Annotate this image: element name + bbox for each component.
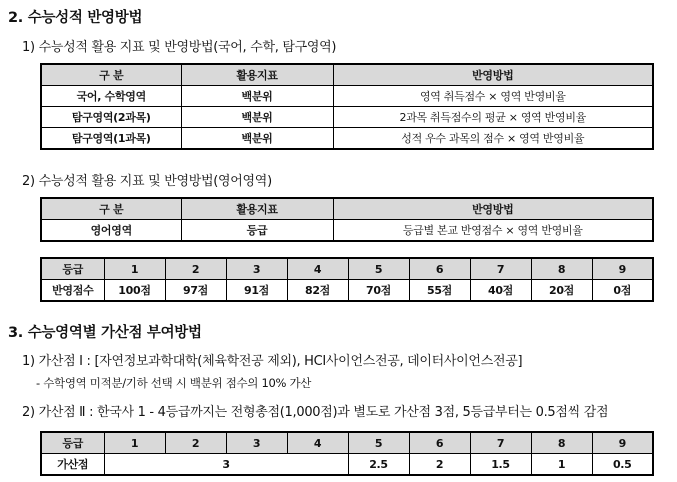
- row-indicator: 등급: [181, 220, 333, 242]
- history-grade-table: [40, 431, 654, 476]
- row-label: 영어영역: [41, 220, 181, 242]
- score-cell: 20점: [531, 280, 592, 302]
- row-method: 성적 우수 과목의 점수 × 영역 반영비율: [333, 128, 653, 150]
- score-cell: 97점: [165, 280, 226, 302]
- score-cell: 91점: [226, 280, 287, 302]
- table-row: [41, 280, 653, 302]
- score-cell: 0점: [592, 280, 653, 302]
- score-cell: 100점: [104, 280, 165, 302]
- row-indicator: 백분위: [181, 128, 333, 150]
- grade-header: 9: [592, 258, 653, 280]
- section-3-2-title: 2) 가산점 Ⅱ : 한국사 1 - 4등급까지는 전형총점(1,000점)과 별도로 가산점 3점, 5등급부터는 0.5점씩 감점: [22, 405, 609, 420]
- indicator-table-1: [40, 63, 654, 150]
- header-method: 반영방법: [333, 198, 653, 220]
- grade-header: 1: [104, 432, 165, 454]
- score-cell: 82점: [287, 280, 348, 302]
- bonus-cell: 1.5: [470, 454, 531, 476]
- section-2-title: 2. 수능성적 반영방법: [8, 10, 143, 26]
- grade-header-label: 등급: [41, 432, 104, 454]
- header-method: 반영방법: [333, 64, 653, 86]
- table-row: [41, 86, 653, 107]
- row-label: 국어, 수학영역: [41, 86, 181, 107]
- score-row-label: 반영점수: [41, 280, 104, 302]
- section-3-title: 3. 수능영역별 가산점 부여방법: [8, 325, 202, 341]
- section-2-2-title: 2) 수능성적 활용 지표 및 반영방법(영어영역): [22, 174, 272, 189]
- table-row: [41, 220, 653, 242]
- bonus-cell: 2: [409, 454, 470, 476]
- row-method: 2과목 취득점수의 평균 × 영역 반영비율: [333, 107, 653, 128]
- grade-header: 8: [531, 432, 592, 454]
- section-3-1-note: - 수학영역 미적분/기하 선택 시 백분위 점수의 10% 가산: [36, 376, 312, 390]
- score-cell: 40점: [470, 280, 531, 302]
- grade-header: 7: [470, 432, 531, 454]
- grade-header: 4: [287, 258, 348, 280]
- header-indicator: 활용지표: [181, 64, 333, 86]
- table-row: [41, 454, 653, 476]
- grade-header: 5: [348, 258, 409, 280]
- table-row: [41, 107, 653, 128]
- section-2-1-title: 1) 수능성적 활용 지표 및 반영방법(국어, 수학, 탐구영역): [22, 40, 337, 55]
- grade-header-label: 등급: [41, 258, 104, 280]
- header-category: 구 분: [41, 198, 181, 220]
- header-indicator: 활용지표: [181, 198, 333, 220]
- grade-header: 5: [348, 432, 409, 454]
- row-label: 탐구영역(2과목): [41, 107, 181, 128]
- section-3-1-title: 1) 가산점 Ⅰ : [자연정보과학대학(체육학전공 제외), HCI사이언스전공, 데이터사이언스전공]: [22, 354, 523, 369]
- bonus-row-label: 가산점: [41, 454, 104, 476]
- row-label: 탐구영역(1과목): [41, 128, 181, 150]
- row-method: 등급별 본교 반영점수 × 영역 반영비율: [333, 220, 653, 242]
- grade-header: 8: [531, 258, 592, 280]
- grade-header: 2: [165, 258, 226, 280]
- grade-header: 3: [226, 432, 287, 454]
- grade-header: 2: [165, 432, 226, 454]
- row-method: 영역 취득점수 × 영역 반영비율: [333, 86, 653, 107]
- grade-header: 6: [409, 258, 470, 280]
- table-row: [41, 128, 653, 150]
- row-indicator: 백분위: [181, 86, 333, 107]
- bonus-cell: 2.5: [348, 454, 409, 476]
- grade-header: 3: [226, 258, 287, 280]
- indicator-table-2: [40, 197, 654, 242]
- bonus-merged-cell: 3: [104, 454, 348, 476]
- english-grade-table: [40, 257, 654, 302]
- bonus-cell: 1: [531, 454, 592, 476]
- grade-header: 6: [409, 432, 470, 454]
- grade-header: 9: [592, 432, 653, 454]
- row-indicator: 백분위: [181, 107, 333, 128]
- score-cell: 70점: [348, 280, 409, 302]
- header-category: 구 분: [41, 64, 181, 86]
- grade-header: 7: [470, 258, 531, 280]
- grade-header: 4: [287, 432, 348, 454]
- score-cell: 55점: [409, 280, 470, 302]
- grade-header: 1: [104, 258, 165, 280]
- bonus-cell: 0.5: [592, 454, 653, 476]
